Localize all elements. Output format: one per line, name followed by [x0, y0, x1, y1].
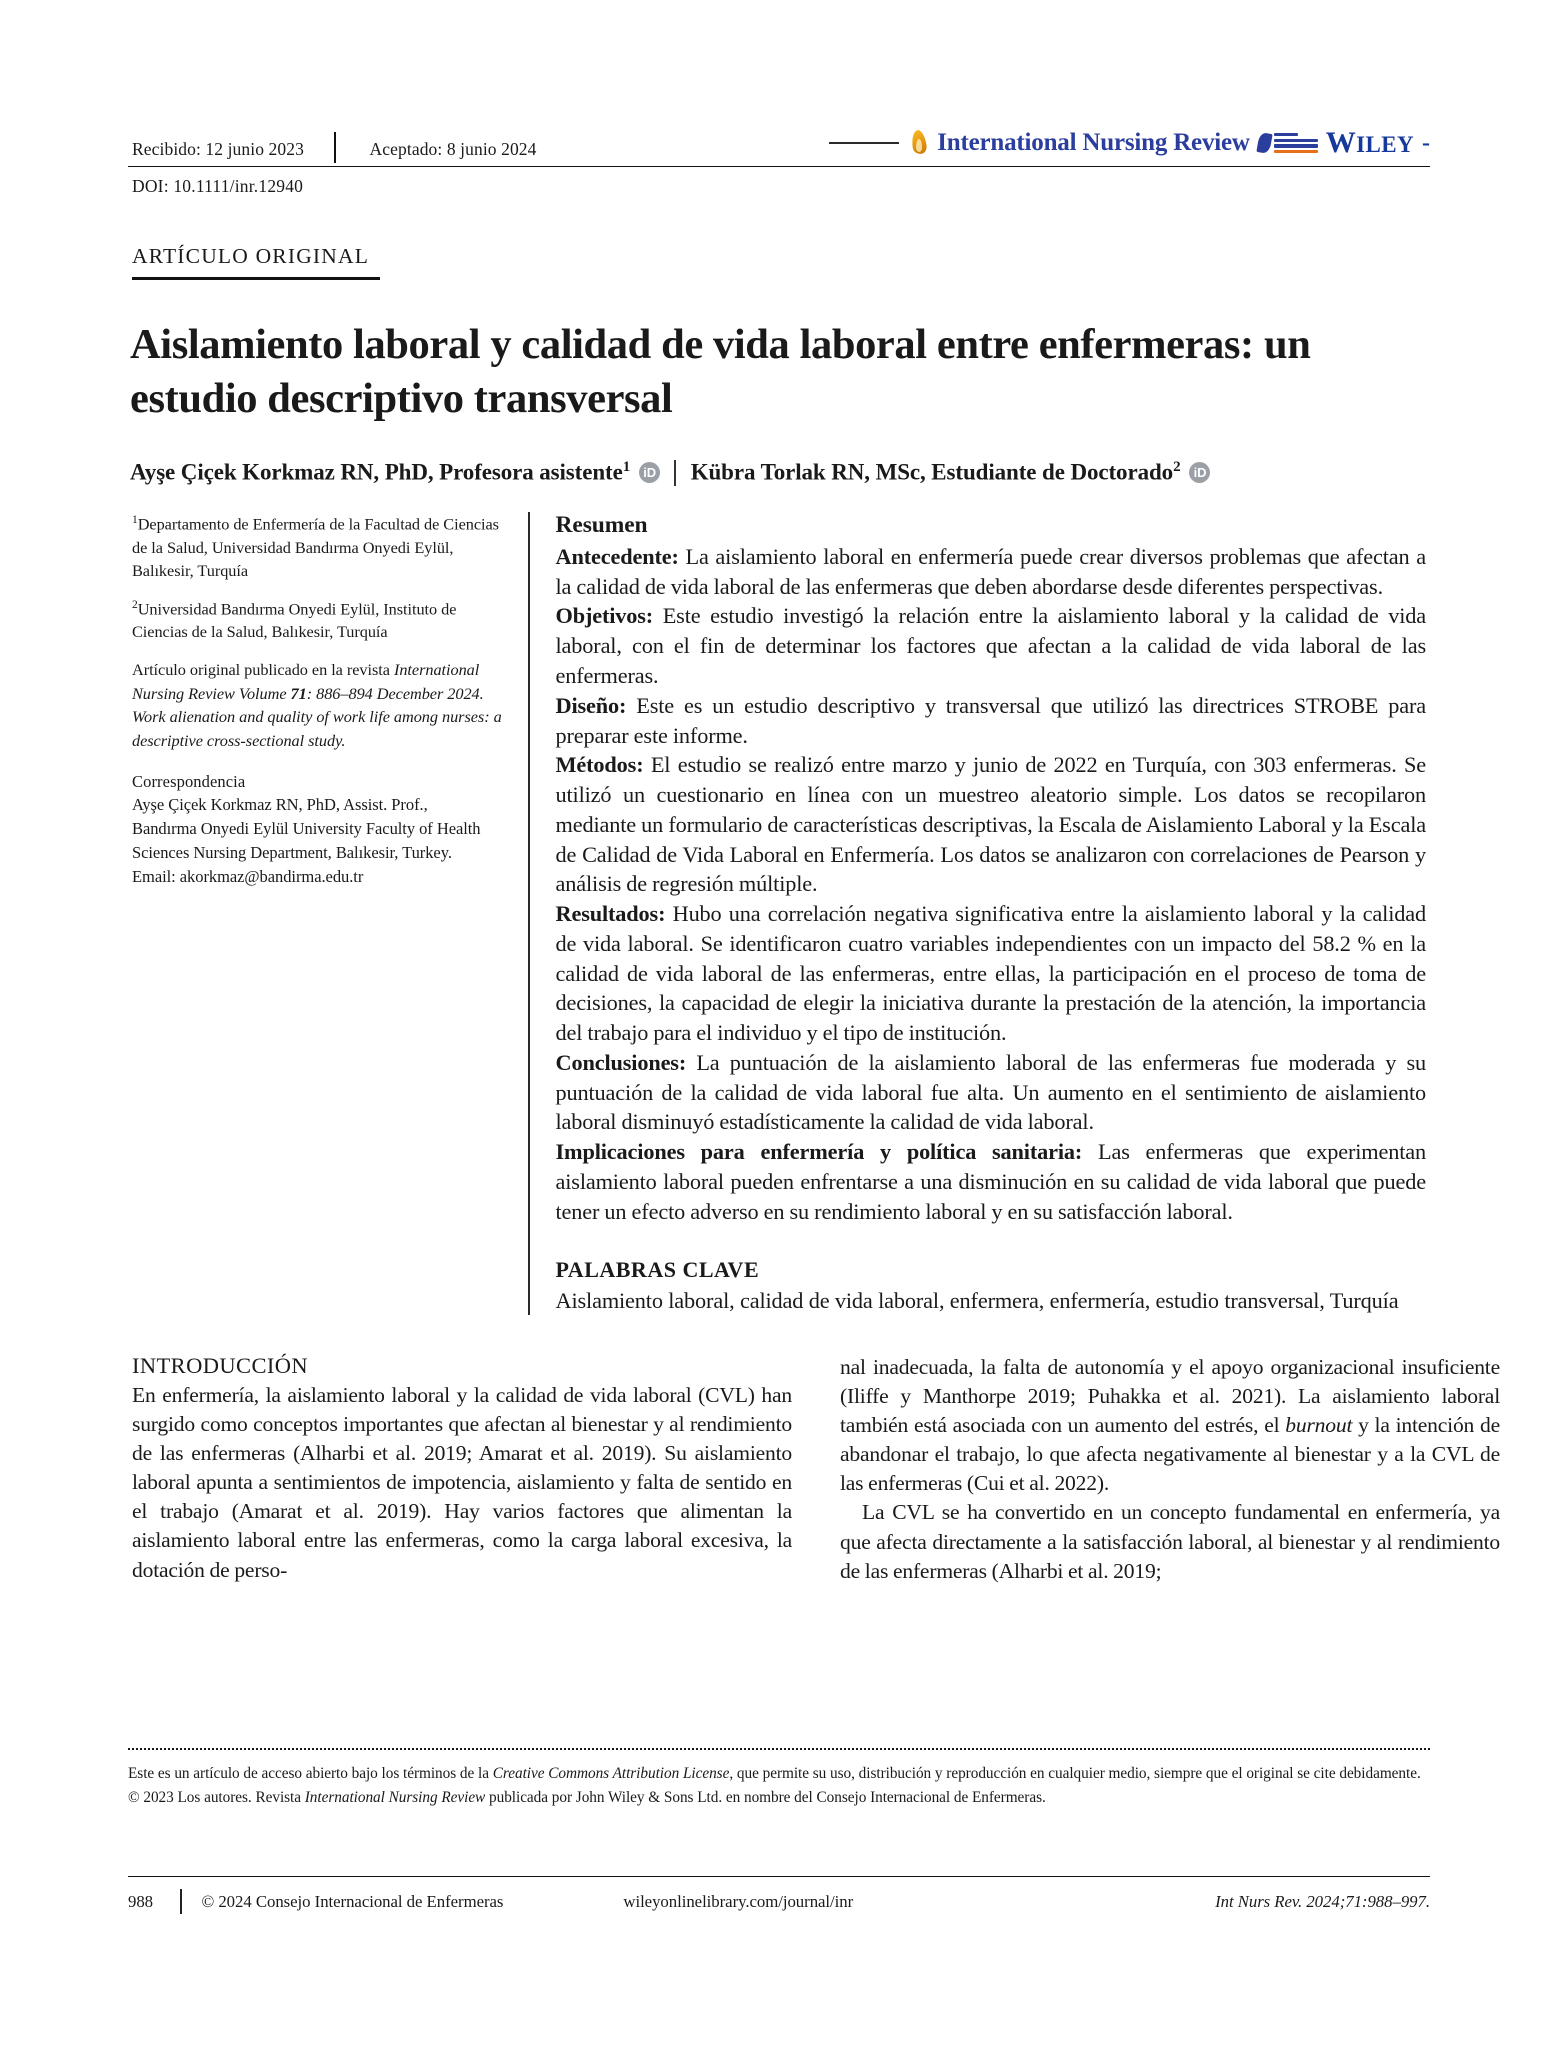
body-column-left — [132, 1353, 792, 1585]
original-publication-note: Artículo original publicado en la revista International Nursing Review Volume 71: 886–894 December 2024. Work alienation and quality of work life among nurses: a descriptive cross-sectional study. — [132, 660, 502, 750]
abstract-label: Diseño: — [555, 692, 627, 718]
abstract-column — [556, 512, 1431, 1315]
abstract-label: Implicaciones para enfermería y política sanitaria: — [555, 1139, 1083, 1165]
abstract-label: Resultados: — [555, 901, 666, 927]
abstract-section-resultados: Resultados: Hubo una correlación negativa significativa entre la aislamiento laboral y la calidad de vida laboral. Se identificaron cuatro variables independientes con un impacto del 58.2 % en la calidad de vida laboral de las enfermeras, entre ellas, la participación en el proceso de toma de decisiones, la capacidad de elegir la iniciativa durante la prestación de la atención, la importancia del trabajo para el individuo y el tipo de institución. — [555, 901, 1426, 1046]
brand-dash — [829, 142, 899, 144]
abstract-section-metodos: Métodos: El estudio se realizó entre marzo y junio de 2022 en Turquía, con 303 enfermeras. Se utilizó un cuestionario en línea con un muestreo aleatorio simple. Los datos se recopilaron mediante un formulario de características descriptivas, la Escala de Aislamiento Laboral y la Escala de Calidad de Vida Laboral en Enfermería. Los datos se analizaron con correlaciones de Pearson y análisis de regresión múltiple. — [555, 752, 1426, 897]
author-affil-marker-2: 2 — [1173, 459, 1181, 476]
body-paragraph: nal inadecuada, la falta de autonomía y el apoyo organizacional insuficiente (Iliffe y Manthorpe 2019; Puhakka et al. 2021). La aislamiento laboral también está asociada con un aumento del estrés, el burnout y la intención de abandonar el trabajo, lo que afecta negativamente al bienestar y a la CVL de las enfermeras (Cui et al. 2022). — [840, 1355, 1500, 1496]
abstract-section-implicaciones: Implicaciones para enfermería y política sanitaria: Las enfermeras que experimentan aislamiento laboral pueden enfrentarse a una disminución en su calidad de vida laboral que puede tener un efecto adverso en su rendimiento laboral y en su satisfacción laboral. — [555, 1139, 1426, 1224]
body-paragraph: La CVL se ha convertido en un concepto fundamental en enfermería, ya que afecta directamente a la satisfacción laboral, al bienestar y al rendimiento de las enfermeras (Alharbi et al. 2019; — [840, 1500, 1500, 1583]
footer-row — [128, 1877, 1430, 1914]
author-separator — [674, 460, 676, 486]
footer-url[interactable]: wileyonlinelibrary.com/journal/inr — [623, 1891, 854, 1911]
author-affil-marker-1: 1 — [622, 459, 631, 476]
footer-divider — [180, 1889, 182, 1914]
section-heading-introduccion: INTRODUCCIÓN — [132, 1353, 309, 1379]
license-link[interactable]: Creative Commons Attribution License — [492, 1765, 730, 1782]
abstract-section-conclusiones: Conclusiones: La puntuación de la aislamiento laboral de las enfermeras fue moderada y su puntuación de la calidad de vida laboral fue alta. Un aumento en el sentimiento de aislamiento laboral disminuyó estadísticamente la calidad de vida laboral. — [555, 1049, 1426, 1135]
icn-logo-icon — [1258, 133, 1318, 153]
abstract-section-antecedente: Antecedente: La aislamiento laboral en enfermería puede crear diversos problemas que afectan a la calidad de vida laboral de las enfermeras que deben abordarse desde diferentes perspectivas. — [555, 543, 1426, 599]
footer-citation: Int Nurs Rev. 2024;71:988–997. — [1215, 1891, 1430, 1911]
affiliation-marker-1: 1 — [132, 513, 138, 526]
journal-brand — [545, 126, 1430, 166]
received-date: Recibido: 12 junio 2023 — [132, 139, 304, 159]
author-name-2: Kübra Torlak RN, MSc, Estudiante de Doctorado$^2$ — [690, 459, 1181, 485]
page-title: Aislamiento laboral y calidad de vida laboral entre enfermeras: un estudio descriptivo transversal — [130, 321, 1311, 422]
correspondence-heading: Correspondencia — [132, 772, 246, 792]
author-sidebar — [128, 512, 528, 1315]
body-column-right — [840, 1353, 1500, 1585]
correspondence-line: Bandırma Onyedi Eylül University Faculty of Health — [132, 819, 481, 839]
vertical-divider — [528, 512, 530, 1315]
flame-icon — [909, 128, 929, 158]
license-block — [128, 1748, 1430, 1809]
correspondence-line: Ayşe Çiçek Korkmaz RN, PhD, Assist. Prof., — [132, 795, 428, 815]
correspondence-block — [132, 793, 502, 888]
wiley-dash: - — [1422, 129, 1430, 156]
keywords-list: Aislamiento laboral, calidad de vida laboral, enfermera, enfermería, estudio transversal, Turquía — [555, 1287, 1399, 1313]
article-type-label: ARTÍCULO ORIGINAL — [132, 244, 370, 268]
affiliation-marker-2: 2 — [132, 598, 138, 611]
abstract-section-diseno: Diseño: Este es un estudio descriptivo y transversal que utilizó las directrices STROBE para preparar este informe. — [555, 692, 1426, 748]
icn-bird-icon — [1256, 132, 1272, 154]
correspondence-email[interactable]: Email: akorkmaz@bandirma.edu.tr — [132, 866, 364, 886]
page-header — [128, 108, 1430, 166]
journal-name: International Nursing Review — [937, 129, 1250, 156]
article-type-rule — [132, 277, 380, 280]
page-footer — [128, 1876, 1430, 1914]
copyright-text: © 2023 Los autores. Revista International Nursing Review publicada por John Wiley & Sons Ltd. en nombre del Consejo Internacional de Enfermeras. — [128, 1788, 1046, 1806]
abstract-label: Antecedente: — [555, 543, 679, 569]
footer-copyright: © 2024 Consejo Internacional de Enfermeras — [201, 1891, 504, 1911]
license-dotted-rule — [128, 1748, 1430, 1750]
abstract-area — [128, 512, 1430, 1315]
orcid-icon-2[interactable]: iD — [1189, 462, 1210, 483]
orcid-icon-1[interactable]: iD — [639, 462, 660, 483]
affiliation-1: $^1$Departamento de Enfermería de la Facultad de Ciencias de la Salud, Universidad Bandırma Onyedi Eylül, Balıkesir, Turquía — [132, 513, 499, 580]
affiliation-2: $^2$Universidad Bandırma Onyedi Eylül, Instituto de Ciencias de la Salud, Balıkesir, Turquía — [132, 598, 457, 642]
accepted-date: Aceptado: 8 junio 2024 — [369, 139, 537, 159]
article-type-block — [128, 244, 1430, 280]
abstract-label: Métodos: — [555, 752, 644, 778]
keywords-heading: PALABRAS CLAVE — [555, 1256, 760, 1282]
correspondence-line: Sciences Nursing Department, Balıkesir, Turkey. — [132, 842, 452, 862]
wiley-logo: WILEY — [1325, 126, 1414, 159]
abstract-heading: Resumen — [555, 511, 648, 538]
license-text: Este es un artículo de acceso abierto bajo los términos de la Creative Commons Attribution License, que permite su uso, distribución y reproducción en cualquier medio, siempre que el original se cite debidamente. — [128, 1765, 1421, 1782]
abstract-label: Objetivos: — [555, 603, 654, 629]
author-name-1: Ayşe Çiçek Korkmaz RN, PhD, Profesora asistente$^1$ — [130, 459, 631, 485]
abstract-section-objetivos: Objetivos: Este estudio investigó la relación entre la aislamiento laboral y la calidad de vida laboral, con el fin de determinar los factores que afectan a la calidad de vida laboral de las enfermeras. — [555, 603, 1426, 688]
author-list — [130, 459, 1430, 486]
body-paragraph: En enfermería, la aislamiento laboral y la calidad de vida laboral (CVL) han surgido como conceptos importantes que afectan al bienestar y al rendimiento de las enfermeras (Alharbi et al. 2019; Amarat et al. 2019). Su aislamiento laboral apunta a sentimientos de impotencia, aislamiento y falta de sentido en el trabajo (Amarat et al. 2019). Hay varios factores que alimentan la aislamiento laboral entre las enfermeras, como la carga laboral excesiva, la dotación de perso- — [132, 1383, 792, 1582]
abstract-label: Conclusiones: — [555, 1049, 687, 1075]
body-columns — [128, 1353, 1500, 1585]
icn-bars-icon — [1274, 133, 1318, 153]
page-number: 988 — [128, 1891, 154, 1911]
doi-line: DOI: 10.1111/inr.12940 — [132, 176, 304, 196]
dates-group — [128, 132, 545, 166]
